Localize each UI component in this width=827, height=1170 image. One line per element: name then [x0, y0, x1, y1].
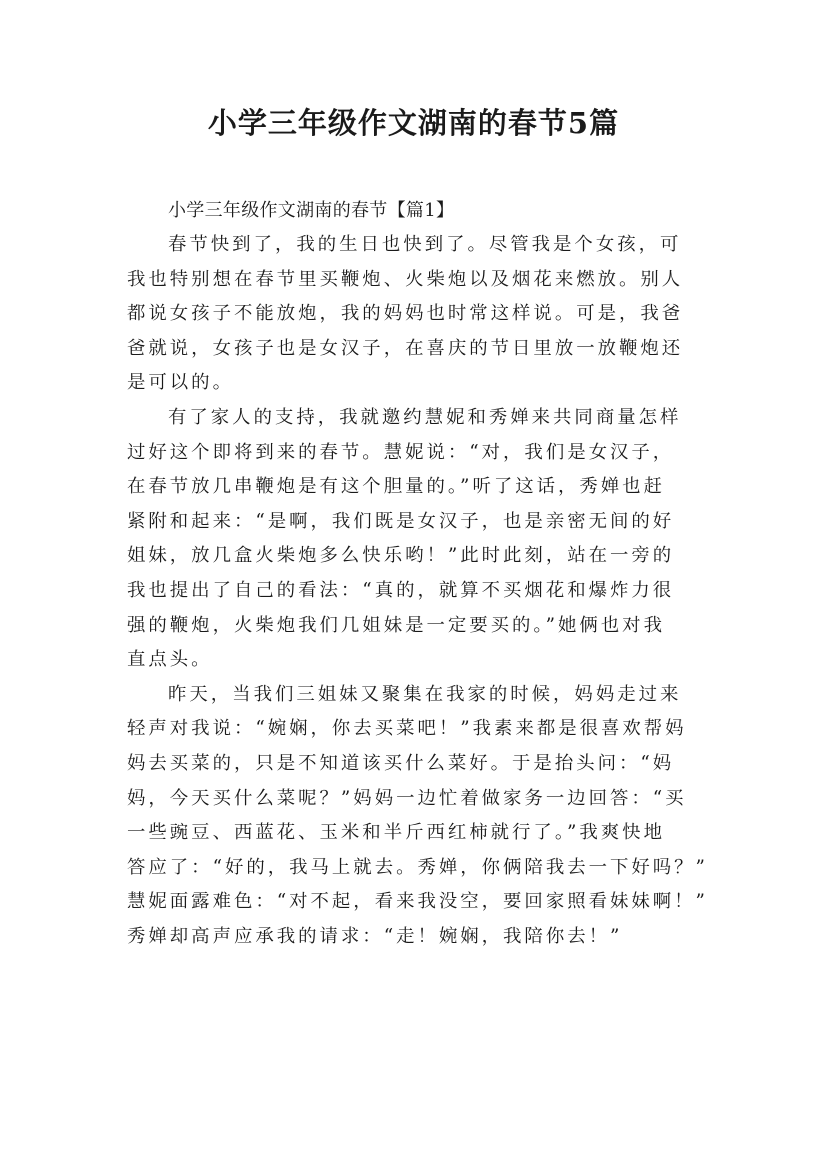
- paragraph-line: 昨天，当我们三姐妹又聚集在我家的时候，妈妈走过来: [168, 683, 682, 705]
- paragraph-line: 都说女孩子不能放炮，我的妈妈也时常这样说。可是，我爸: [127, 303, 684, 325]
- paragraph-line: 在春节放几串鞭炮是有这个胆量的。”听了这话，秀婵也赶: [127, 476, 665, 498]
- paragraph-line: 直点头。: [127, 649, 213, 671]
- paragraph-line: 妈，今天买什么菜呢？”妈妈一边忙着做家务一边回答：“买: [127, 787, 687, 809]
- paragraph-line: 过好这个即将到来的春节。慧妮说：“对，我们是女汉子，: [127, 441, 675, 463]
- paragraph-line: 是可以的。: [127, 372, 234, 394]
- paragraph-3: [127, 678, 717, 955]
- paragraph-line: 我也特别想在春节里买鞭炮、火柴炮以及烟花来燃放。别人: [127, 268, 684, 290]
- paragraph-line: 一些豌豆、西蓝花、玉米和半斤西红柿就行了。”我爽快地: [127, 822, 665, 844]
- document-title: 小学三年级作文湖南的春节5篇: [207, 106, 620, 140]
- section-heading: 小学三年级作文湖南的春节【篇1】: [168, 200, 455, 221]
- paragraph-2: [127, 401, 717, 678]
- paragraph-line: 春节快到了，我的生日也快到了。尽管我是个女孩，可: [168, 234, 682, 255]
- paragraph-line: 强的鞭炮，火柴炮我们几姐妹是一定要买的。”她俩也对我: [127, 614, 665, 636]
- paragraph-line: 妈去买菜的，只是不知道该买什么菜好。于是抬头问：“妈: [127, 752, 675, 774]
- paragraph-line: 姐妹，放几盒火柴炮多么快乐哟！”此时此刻，站在一旁的: [127, 545, 675, 567]
- paragraph-line: 紧附和起来：“是啊，我们既是女汉子，也是亲密无间的好: [127, 510, 675, 532]
- paragraph-line: 秀婵却高声应承我的请求：“走！婉娴，我陪你去！”: [127, 925, 623, 947]
- paragraph-line: 有了家人的支持，我就邀约慧妮和秀婵来共同商量怎样: [168, 406, 682, 428]
- document-body: [127, 193, 717, 954]
- paragraph-1: [127, 228, 717, 401]
- paragraph-line: 慧妮面露难色：“对不起，看来我没空，要回家照看妹妹啊！”: [127, 891, 708, 913]
- paragraph-line: 答应了：“好的，我马上就去。秀婵，你俩陪我去一下好吗？”: [127, 856, 708, 878]
- paragraph-line: 我也提出了自己的看法：“真的，就算不买烟花和爆炸力很: [127, 579, 675, 601]
- paragraph-line: 爸就说，女孩子也是女汉子，在喜庆的节日里放一放鞭炮还: [127, 337, 684, 359]
- paragraph-line: 轻声对我说：“婉娴，你去买菜吧！”我素来都是很喜欢帮妈: [127, 718, 687, 740]
